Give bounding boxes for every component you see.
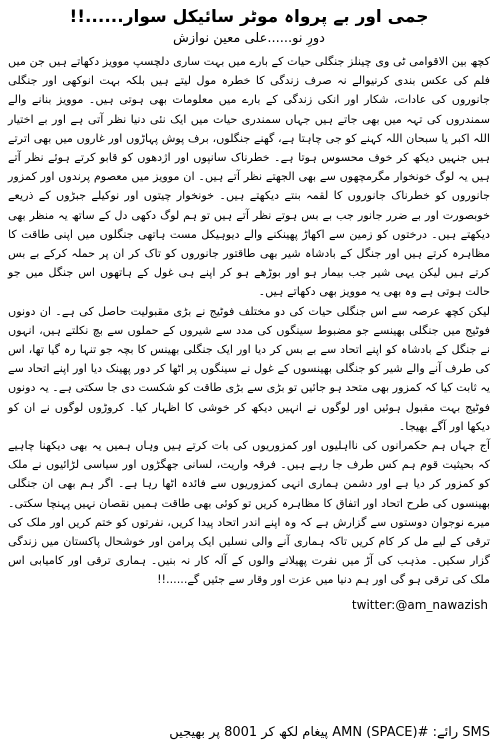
sms-feedback-line: SMS رائے: #AMN (SPACE) پیغام لکھ کر 8001 پر بھیجیں [169,725,490,740]
article-byline: دورِ نو......علی معین نوازش [173,31,325,46]
article-body [8,52,490,590]
article-paragraph: کچھ بین الاقوامی ٹی وی چینلز جنگلی حیات کے بارے میں بہت ساری دلچسپ موویز دکھاتے ہیں جن میں فلم کی عکس بندی کرنیوالے نہ صرف زندگی کا خطرہ مول لیتے ہیں بلکہ بہت انوکھی اور جنگلی جانوروں کی عادات، شکار اور انکی زندگی کے بارے میں معلومات بھی ہوتی ہیں۔ موویز بنانے والے سمندروں کی تہہ میں بھی جاتے ہیں جہاں سمندری حیات میں ایک نئی دنیا نظر آتی ہے اور بے اختیار اللہ اکبر یا سبحان اللہ کہنے کو جی چاہتا ہے، گھنے جنگلوں، برف پوش پہاڑوں اور غاروں میں بھی اترتے ہیں جنہیں دیکھ کر خوف محسوس ہوتا ہے۔ خطرناک سانپوں اور اژدھوں کو قابو کرتے ہوئے نظر آتے ہیں یہ لوگ خونخوار مگرمچھوں سے بھی الجھتے نظر آتے ہیں۔ ان موویز میں معصوم پرندوں اور کمزور جانوروں کو خطرناک جانوروں کا لقمہ بنتے دیکھتے ہیں۔ خونخوار چیتوں اور نوکیلے جبڑوں کے ذریعے خوبصورت اور بے ضرر جانور جب بے بس ہوتے نظر آتے ہیں تو ہم لوگ دکھی دل کے ساتھ یہ منظر بھی دیکھتے ہیں۔ درختوں کو زمین سے اکھاڑ پھینکنے والے دیوہیکل مست ہاتھی جنگلوں میں اپنی طاقت کا مظاہرہ کرتے ہیں اور جنگل کے بادشاہ شیر بھی طاقتور جانوروں کو تاک کر ان پر حملہ کرکے بے بس کرتے ہیں لیکن یہی شیر جب بیمار ہو اور بوڑھے ہو کر اپنے ہی غول کے ہاتھوں اس جنگل میں جو حالت ہوتی ہے وہ بھی یہ موویز بھی دکھاتے ہیں۔ [8,55,490,299]
twitter-handle: twitter:@am_nawazish [351,597,488,612]
article-paragraph: آج جہاں ہم حکمرانوں کی نااہلیوں اور کمزوریوں کی بات کرتے ہیں وہاں ہمیں یہ بھی دیکھنا چاہیے کہ بحیثیت قوم ہم کس طرف جا رہے ہیں۔ فرقہ واریت، لسانی جھگڑوں اور سیاسی لڑائیوں نے ملک کو کمزور کر دیا ہے اور دشمن ہماری انہی کمزوریوں سے فائدہ اٹھا رہا ہے۔ اگر ہم بھی ان جنگلی بھینسوں کی طرح اتحاد اور اتفاق کا مظاہرہ کریں تو کوئی بھی طاقت ہمیں نقصان نہیں پہنچا سکتی۔ میرے نوجوان دوستوں سے گزارش ہے کہ وہ اپنے اندر اتحاد پیدا کریں، نفرتوں کو ختم کریں اور ملک کی ترقی کے لیے مل کر کام کریں تاکہ ہماری آنے والی نسلیں ایک پرامن اور خوشحال پاکستان میں زندگی گزار سکیں۔ مذہب کی آڑ میں نفرت پھیلانے والوں کے آلہ کار نہ بنیں۔ ہماری ترقی اور کامیابی اس ملک کی ترقی ہو گی اور ہم دنیا میں عزت اور وقار سے جئیں گے......!! [8,439,490,587]
article-title: جمی اور بے پرواہ موٹر سائیکل سوار......!! [69,7,429,27]
article-paragraph: لیکن کچھ عرصہ سے اس جنگلی حیات کی دو مختلف فوٹیج نے بڑی مقبولیت حاصل کی ہے۔ ان دونوں فوٹیج میں جنگلی بھینسے جو مضبوط سینگوں کی مدد سے شیروں کے حملوں سے بچ نکلتے ہیں، انہوں نے جنگل کے بادشاہ کو اپنے اتحاد سے بے بس کر دیا اور ایک جنگلی بھینس کا بچہ جو تنہا رہ گیا تھا، اس کی طرف آنے والے شیر کو جنگلی بھینسوں کے غول نے سینگوں پر اٹھا کر دور پھینک دیا اور اپنے اتحاد سے یہ ثابت کیا کہ کمزور بھی متحد ہو جائیں تو بڑی سے بڑی طاقت کو شکست دی جا سکتی ہے۔ یہ دونوں فوٹیج بہت مقبول ہوئیں اور لوگوں نے انہیں دیکھ کر خوشی کا اظہار کیا۔ کروڑوں لوگوں نے ان کو دیکھا اور آگے بھیجا۔ [8,304,490,433]
